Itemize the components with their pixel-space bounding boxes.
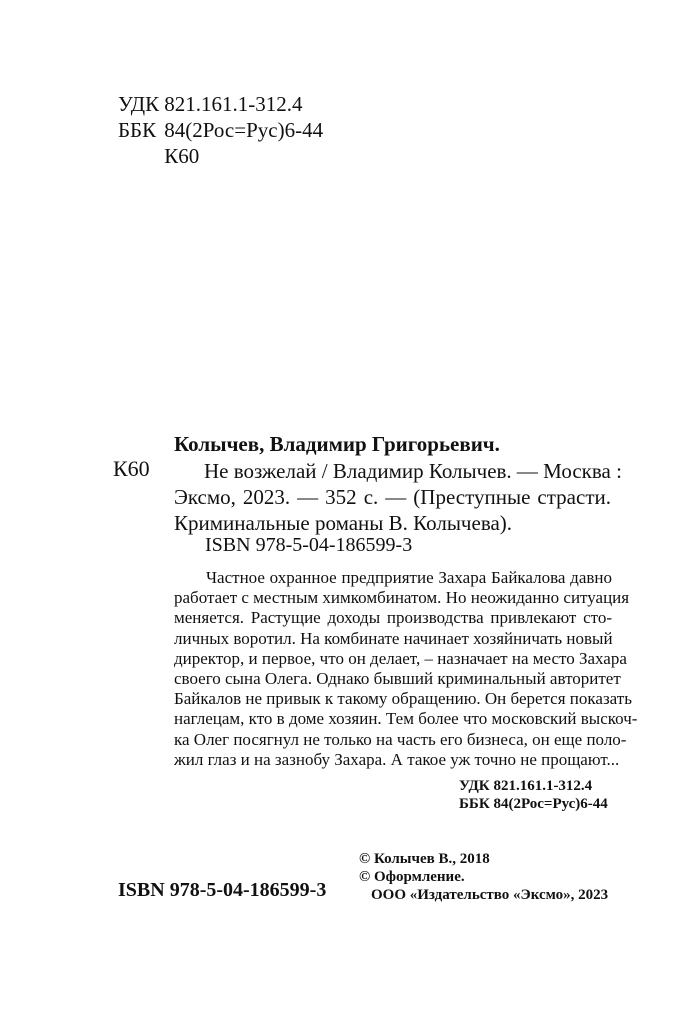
isbn-footer: ISBN 978-5-04-186599-3	[118, 879, 327, 901]
bbk-bold: ББК 84(2Рос=Рус)6-44	[459, 796, 608, 812]
annotation-line: работает с местным химкомбинатом. Но неожиданно ситуация	[174, 588, 630, 608]
annotation-line: меняется. Растущие доходы производства привлекают сто-	[174, 608, 612, 628]
author-mark-row	[118, 143, 323, 169]
bbk-value: 84(2Рос=Рус)6-44	[164, 118, 324, 142]
bbk-label: ББК	[118, 118, 157, 142]
annotation-line: Байкалов не привык к такому обращению. Он берется показать	[174, 689, 632, 709]
copyright-author: © Колычев В., 2018	[359, 851, 490, 867]
author-name: Колычев, Владимир Григорьевич.	[174, 432, 500, 456]
udk-label: УДК	[118, 92, 160, 116]
udk-value: 821.161.1-312.4	[164, 92, 303, 116]
bibliographic-description	[174, 458, 622, 536]
classification-codes	[118, 91, 323, 169]
bbk-row	[118, 117, 323, 143]
udk-bold: УДК 821.161.1-312.4	[459, 778, 593, 794]
annotation-line: своего сына Олега. Однако бывший криминальный авторитет	[174, 669, 621, 689]
author-mark: К60	[164, 144, 200, 168]
biblio-line: Не возжелай / Владимир Колычев. — Москва :	[204, 459, 622, 483]
annotation	[174, 568, 638, 770]
biblio-line: Эксмо, 2023. — 352 с. — (Преступные страсти.	[174, 485, 611, 509]
annotation-line: Частное охранное предприятие Захара Байкалова давно	[206, 568, 612, 587]
publisher: ООО «Издательство «Эксмо», 2023	[371, 887, 609, 903]
annotation-line: личных воротил. На комбинате начинает хозяйничать новый	[174, 628, 613, 648]
annotation-line: ка Олег посягнул не только на часть его бизнеса, он еще поло-	[174, 729, 627, 749]
udk-row	[118, 91, 323, 117]
annotation-line: директор, и первое, что он делает, – назначает на место Захара	[174, 648, 627, 668]
copyright-block	[359, 850, 608, 904]
biblio-line: Криминальные романы В. Колычева).	[174, 511, 513, 535]
annotation-line: наглецам, кто в доме хозяин. Тем более что московский выскоч-	[174, 709, 638, 729]
annotation-line: жил глаз и на зазнобу Захара. А такое уж точно не прощают...	[174, 749, 620, 769]
copyright-design: © Оформление.	[359, 869, 465, 885]
card-classification-codes	[459, 777, 608, 813]
card-author-mark: К60	[113, 456, 150, 481]
isbn-card: ISBN 978-5-04-186599-3	[205, 534, 413, 556]
